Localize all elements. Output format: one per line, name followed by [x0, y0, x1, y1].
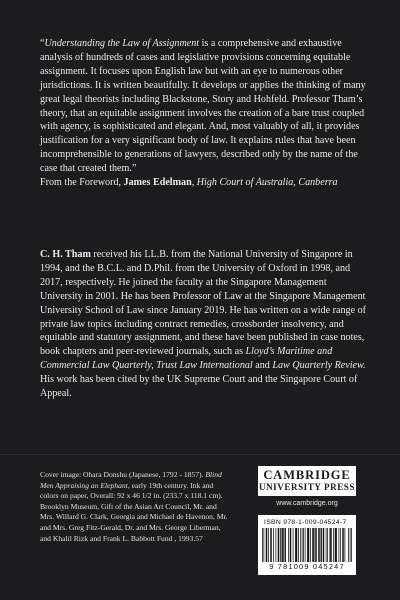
barcode-bar — [297, 528, 298, 562]
barcode-bar — [282, 528, 283, 562]
barcode-bar — [321, 528, 322, 562]
barcode-bar — [343, 528, 344, 562]
bio-text-1: received his LL.B. from the National University of Singapore in 1994, and the B.C.L. and D.Phil. from the University of Oxford in 1998, and 2017, respectively. He joined the faculty at the Singapore Management University in 2001. He has been Professor of Law at the Singapore Management University School of Law since January 2019. He has written on a wide range of private law topics including contract remedies, crossborder insolvency, and equitable and statutory assignment, and these have been published in case notes, book chapters and peer-reviewed journals, such as — [40, 249, 366, 358]
barcode-bar — [280, 528, 281, 562]
barcode-bar — [310, 528, 311, 562]
barcode-bar — [327, 528, 328, 562]
barcode-bar — [342, 528, 343, 562]
barcode-bar — [336, 528, 337, 562]
publisher-name-line1: CAMBRIDGE — [263, 468, 351, 482]
barcode-bar — [264, 528, 265, 562]
isbn-barcode — [258, 515, 356, 575]
barcode-bar — [351, 528, 352, 562]
barcode-bar — [312, 528, 313, 562]
publisher-url: www.cambridge.org — [276, 500, 338, 507]
barcode-bar — [316, 528, 317, 562]
quote-open-mark: “ — [40, 38, 45, 49]
barcode-bar — [309, 528, 310, 562]
barcode-bar — [350, 528, 351, 562]
quote-attribution — [40, 176, 366, 190]
book-title: Understanding the Law of Assignment — [44, 38, 200, 49]
author-name: C. H. Tham — [40, 249, 91, 260]
attribution-title: High Court of Australia, Canberra — [196, 177, 338, 189]
barcode-bar — [300, 528, 301, 562]
barcode-digits: 9 781009 045247 — [269, 562, 345, 571]
barcode-bar — [273, 528, 274, 562]
author-bio — [40, 248, 366, 401]
barcode-bar — [336, 528, 337, 562]
barcode-bar — [282, 528, 283, 562]
attribution-name: James Edelman — [123, 177, 192, 189]
barcode-bar — [283, 528, 284, 562]
footer-divider — [0, 454, 400, 455]
publisher-name-line2: UNIVERSITY PRESS — [258, 482, 356, 492]
barcode-bar — [326, 528, 327, 562]
credit-text-2: , early 19th century. Ink and colors on paper, Overall: 92 x 46 1/2 in. (233.7 x 118.1 cm). Brooklyn Museum, Gift of the Asian Art Council, Mr. and Mrs. Willard G. Clark, Georgia and Michael de Havenon, Mr. and Mrs. Greg Fitz-Gerald, Dr. and Mrs. George Liberman, and Khalil Rizk and Frank L. Babbott Fund , 1993.57 — [40, 480, 228, 543]
barcode-bar — [268, 528, 269, 562]
barcode-bar — [330, 528, 331, 562]
barcode-bar — [278, 528, 279, 562]
journal-lqr: Law Quarterly Review. — [272, 360, 366, 372]
attribution-separator: , — [191, 177, 197, 189]
barcode-bar — [330, 528, 331, 562]
barcode-bar — [266, 528, 267, 562]
barcode-bar — [271, 528, 272, 562]
barcode-bar — [293, 528, 294, 562]
endorsement-quote — [40, 37, 366, 190]
barcode-bar — [339, 528, 340, 562]
barcode-bar — [333, 528, 334, 562]
quote-text: is a comprehensive and exhaustive analysis of hundreds of cases and legislative provisions concerning equitable assignment. It focuses upon English law but with an eye to numerous other jurisdictions. It is written beautifully. It develops or applies the thinking of many great legal theorists including Blackstone, Story and Hohfeld. Professor Tham’s theory, that an equitable assignment involves the creation of a bare trust coupled with agency, is sophisticated and elegant. And, most valuably of all, it provides justification for a very significant body of law. It explains rules that have been incomprehensible to generations of lawyers, described only by the name of the case that created them.” — [40, 38, 366, 175]
barcode-bar — [296, 528, 297, 562]
publisher-logo — [258, 466, 356, 496]
barcode-bar — [324, 528, 325, 562]
barcode-bar — [270, 528, 271, 562]
barcode-bar — [323, 528, 324, 562]
barcode-bar — [285, 528, 286, 562]
barcode-bar — [348, 528, 349, 562]
barcode-bar — [331, 528, 332, 562]
barcode-bar — [340, 528, 341, 562]
cover-image-credit — [40, 470, 232, 544]
publisher-block — [258, 466, 356, 575]
barcode-bar — [315, 528, 316, 562]
barcode-bar — [285, 528, 286, 562]
isbn-label: ISBN 978-1-009-04524-7 — [264, 519, 347, 526]
barcode-bar — [307, 528, 308, 562]
barcode-bar — [276, 528, 277, 562]
barcode-bar — [295, 528, 296, 562]
barcode-bar — [288, 528, 289, 562]
barcode-bar — [313, 528, 314, 562]
barcode-bar — [290, 528, 291, 562]
barcode-bar — [335, 528, 336, 562]
barcode-bar — [279, 528, 280, 562]
journal-list: Lloyd’s Maritime and Commercial Law Quarterly, Trust Law International — [40, 346, 333, 372]
barcode-bar — [318, 528, 319, 562]
barcode-bar — [303, 528, 304, 562]
credit-text-1: Cover image: Ohara Donshu (Japanese, 1792 - 1857). — [40, 470, 206, 479]
barcode-bar — [319, 528, 320, 562]
attribution-prefix: From the Foreword, — [40, 177, 124, 189]
barcode-bar — [302, 528, 303, 562]
bio-and: and — [252, 360, 273, 372]
barcode-bar — [345, 528, 346, 562]
barcode-bar — [314, 528, 315, 562]
barcode-bar — [298, 528, 299, 562]
barcode-bar — [308, 528, 309, 562]
barcode-bar — [305, 528, 306, 562]
barcode-bar — [267, 528, 268, 562]
artwork-title: Blind Men Appraising an Elephant — [40, 470, 222, 490]
barcode-bar — [262, 528, 263, 562]
barcode-bar — [321, 528, 322, 562]
barcode-bar — [291, 528, 292, 562]
bio-text-2: His work has been cited by the UK Supreme Court and the Singapore Court of Appeal. — [40, 374, 358, 400]
quote-body — [40, 37, 366, 176]
barcode-bars — [262, 528, 352, 562]
